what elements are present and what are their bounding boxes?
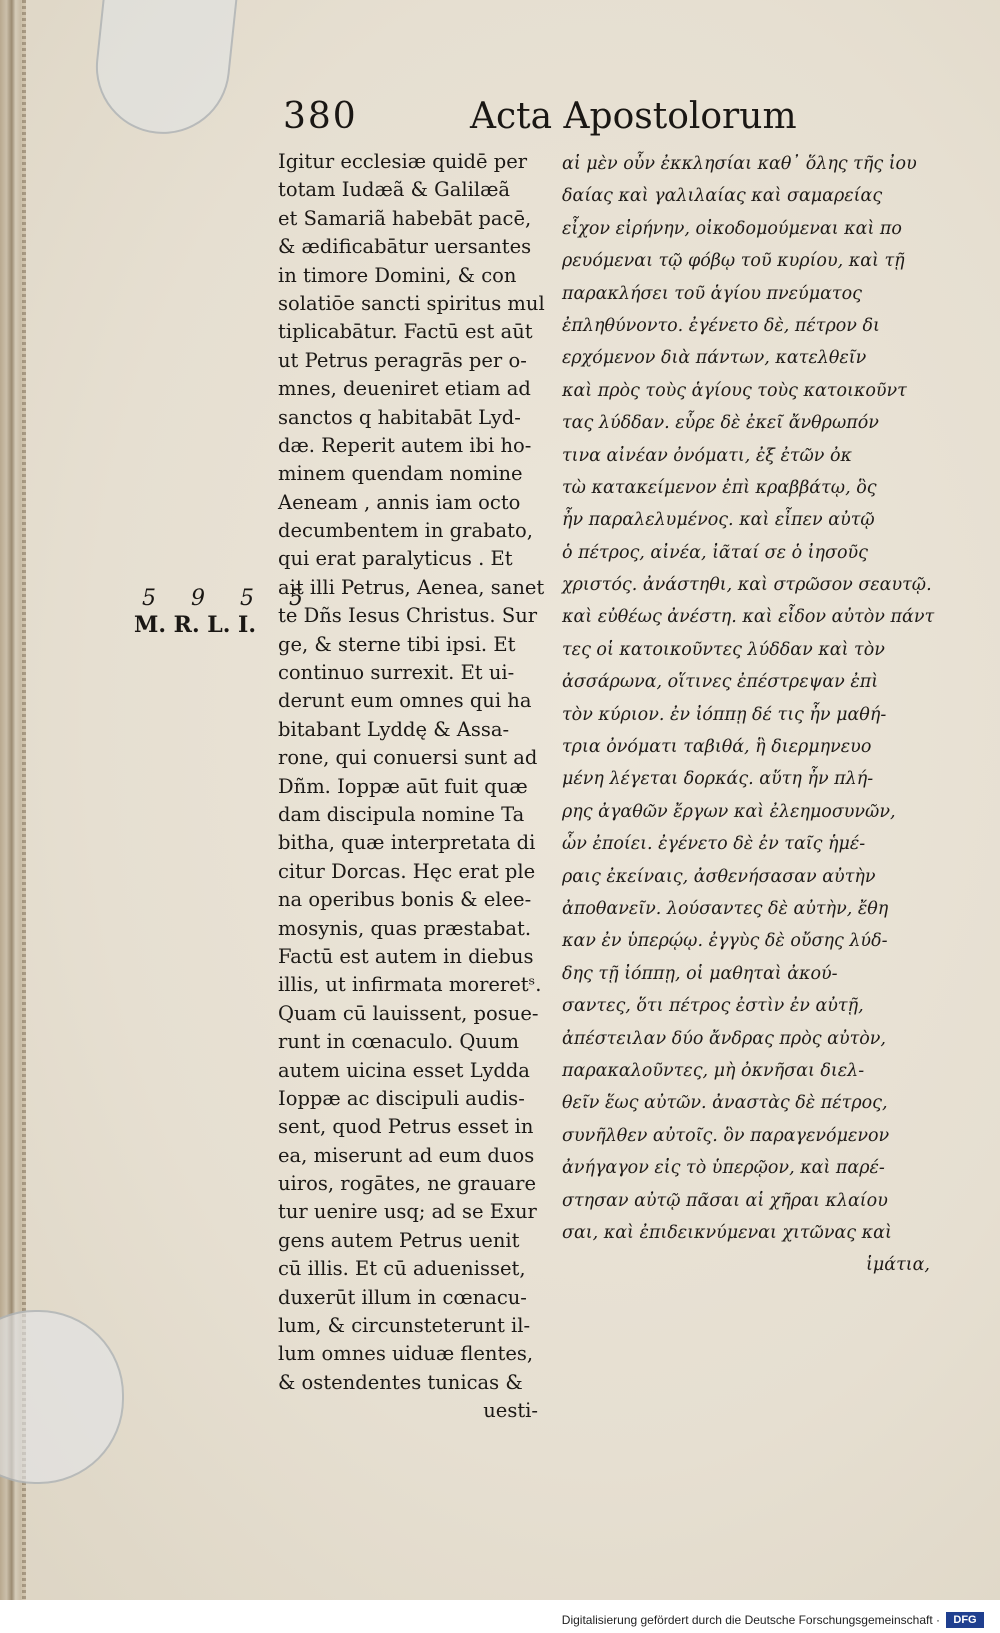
greek-text-line: αἱ μὲν οὖν ἐκκλησίαι καθ᾽ ὅλης τῆς ἰου [562, 154, 917, 174]
greek-text-line: σαι, καὶ ἐπιδεικνύμεναι χιτῶνας καὶ [562, 1222, 892, 1243]
latin-text-line: tur uenire usq; ad se Exur [278, 1200, 537, 1224]
greek-text-line: θεῖν ἕως αὐτῶν. ἀναστὰς δὲ πέτρος, [562, 1093, 888, 1114]
greek-text-line: ἐπληθύνοντο. ἐγένετο δὲ, πέτρον δι [562, 315, 880, 336]
latin-text-line: decumbentem in grabato, [278, 519, 533, 543]
margin-gospel-letters: M. R. L. I. [134, 612, 257, 638]
page-number: 380 [283, 96, 358, 137]
running-title: Acta Apostolorum [470, 96, 797, 137]
greek-text-line: ραις ἐκείναις, ἀσθενήσασαν αὐτὴν [562, 866, 876, 887]
greek-text-line: τρια ὀνόματι ταβιθά, ἣ διερμηνευο [562, 737, 872, 758]
greek-text-line: χριστός. ἀνάστηθι, καὶ στρῶσον σεαυτῷ. [562, 575, 932, 596]
latin-text-line: uesti- [483, 1399, 538, 1423]
latin-text-column [278, 148, 545, 1426]
greek-text-line: τες οἱ κατοικοῦντες λύδδαν καὶ τὸν [562, 639, 885, 660]
greek-text-line: ερχόμενον διὰ πάντων, κατελθεῖν [562, 348, 867, 369]
latin-text-line: ea, miserunt ad eum duos [278, 1143, 535, 1167]
greek-text-line: καὶ πρὸς τοὺς ἁγίους τοὺς κατοικοῦντ [562, 380, 907, 401]
greek-text-line: τινα αἰνέαν ὀνόματι, ἐξ ἐτῶν ὀκ [562, 445, 853, 466]
latin-text-line: bitabant Lyddę & Assa- [278, 717, 510, 741]
page-clip-bottom [0, 1310, 124, 1484]
greek-text-line: ὁ πέτρος, αἰνέα, ἰᾶταί σε ὁ ἰησοῦς [562, 542, 868, 563]
latin-text-line: citur Dorcas. Hęc erat ple [278, 859, 536, 883]
greek-text-line: ἀνήγαγον εἰς τὸ ὑπερῷον, καὶ παρέ- [562, 1158, 885, 1179]
greek-text-line: τὼ κατακείμενον ἐπὶ κραββάτῳ, ὃς [562, 477, 877, 498]
latin-text-line: gens autem Petrus uenit [278, 1228, 520, 1252]
latin-text-line: qui erat paralyticus . Et [278, 547, 513, 571]
latin-text-line: autem uicina esset Lydda [278, 1058, 530, 1082]
latin-text-line: & ostendentes tunicas & [278, 1370, 523, 1394]
digitization-credit: Digitalisierung gefördert durch die Deutsche Forschungsgemeinschaft · [561, 1613, 940, 1627]
latin-text-line: totam Iudæã & Galilæã [278, 178, 511, 202]
greek-text-column [562, 148, 935, 1282]
latin-text-line: et Samariã habebāt pacē, [278, 206, 532, 230]
latin-text-line: dæ. Reperit autem ibi ho- [278, 433, 532, 457]
latin-text-line: uiros, rogātes, ne grauare [278, 1172, 536, 1196]
greek-text-line: ἱμάτια, [866, 1255, 930, 1276]
latin-text-line: mosynis, quas præstabat. [278, 916, 532, 940]
latin-text-line: Aeneam , annis iam octo [278, 490, 521, 514]
latin-text-line: mnes, deueniret etiam ad [278, 377, 531, 401]
latin-text-line: dam discipula nomine Ta [278, 802, 525, 826]
latin-text-line: tiplicabātur. Factū est aūt [278, 320, 533, 344]
greek-text-line: μένη λέγεται δορκάς. αὕτη ἦν πλή- [562, 769, 874, 790]
greek-text-line: εἶχον εἰρήνην, οἰκοδομούμεναι καὶ πο [562, 218, 902, 239]
latin-text-line: lum, & circunsteterunt il- [278, 1314, 531, 1338]
greek-text-line: δης τῇ ἰόππῃ, οἱ μαθηταὶ ἀκού- [562, 963, 838, 984]
greek-text-line: δαίας καὶ γαλιλαίας καὶ σαμαρείας [562, 186, 883, 207]
greek-text-line: ἦν παραλελυμένος. καὶ εἶπεν αὐτῷ [562, 510, 875, 531]
latin-text-line: lum omnes uiduæ flentes, [278, 1342, 534, 1366]
greek-text-line: τὸν κύριον. ἐν ἰόππῃ δέ τις ἦν μαθή- [562, 704, 887, 725]
latin-text-line: bitha, quæ interpretata di [278, 831, 536, 855]
latin-text-line: Igitur ecclesiæ quidē per [278, 150, 528, 173]
greek-text-line: ἀπέστειλαν δύο ἄνδρας πρὸς αὐτὸν, [562, 1028, 886, 1049]
latin-text-line: derunt eum omnes qui ha [278, 689, 532, 713]
greek-text-line: ἀσσάρωνα, οἵτινες ἐπέστρεψαν ἐπὶ [562, 672, 879, 693]
greek-text-line: ἀποθανεῖν. λούσαντες δὲ αὐτὴν, ἔθη [562, 898, 889, 919]
greek-text-line: ρης ἀγαθῶν ἔργων καὶ ἐλεημοσυνῶν, [562, 801, 896, 822]
page-clip-top [89, 0, 240, 141]
latin-text-line: rone, qui conuersi sunt ad [278, 746, 538, 770]
latin-text-line: sanctos q habitabāt Lyd- [278, 405, 521, 429]
latin-text-line: sent, quod Petrus esset in [278, 1115, 534, 1139]
greek-text-line: τας λύδδαν. εὗρε δὲ ἐκεῖ ἄνθρωπόν [562, 413, 879, 434]
latin-text-line: ge, & sterne tibi ipsi. Et [278, 632, 516, 656]
latin-text-line: ait illi Petrus, Aenea, sanet [278, 575, 545, 599]
latin-text-line: Dñm. Ioppæ aūt fuit quæ [278, 774, 528, 798]
greek-text-line: καὶ εὐθέως ἀνέστη. καὶ εἶδον αὐτὸν πάντ [562, 607, 935, 628]
latin-text-line: duxerūt illum in cœnacu- [278, 1285, 527, 1309]
latin-text-line: Ioppæ ac discipuli audis- [278, 1086, 525, 1110]
latin-text-line: Quam cū lauissent, posue- [278, 1001, 539, 1025]
latin-text-line: continuo surrexit. Et ui- [278, 661, 515, 685]
latin-text-line: ut Petrus peragrās per o- [278, 348, 527, 372]
greek-text-line: σαντες, ὅτι πέτρος ἐστὶν ἐν αὐτῇ, [562, 996, 864, 1017]
margin-concordance-numbers: 5 9 5 5 [142, 586, 317, 611]
latin-text-line: & ædificabātur uersantes [278, 235, 532, 259]
dfg-logo: DFG [946, 1612, 984, 1628]
latin-text-line: runt in cœnaculo. Quum [278, 1030, 519, 1054]
latin-text-line: cū illis. Et cū aduenisset, [278, 1257, 526, 1281]
latin-text-line: solatiōe sancti spiritus mul [278, 291, 545, 315]
latin-text-line: te Dñs Iesus Christus. Sur [278, 604, 538, 628]
latin-text-line: Factū est autem in diebus [278, 944, 534, 968]
latin-text-line: na operibus bonis & elee- [278, 888, 532, 912]
latin-text-line: illis, ut infirmata moreretˢ. [278, 973, 542, 997]
latin-text-line: minem quendam nomine [278, 462, 523, 486]
latin-text-line: in timore Domini, & con [278, 263, 517, 287]
greek-text-line: παρακλήσει τοῦ ἁγίου πνεύματος [562, 283, 862, 304]
greek-text-line: καν ἐν ὑπερῴῳ. ἐγγὺς δὲ οὔσης λύδ- [562, 931, 888, 952]
greek-text-line: παρακαλοῦντες, μὴ ὀκνῆσαι διελ- [562, 1060, 865, 1081]
greek-text-line: ρευόμεναι τῷ φόβῳ τοῦ κυρίου, καὶ τῇ [562, 251, 905, 272]
greek-text-line: στησαν αὐτῷ πᾶσαι αἱ χῆραι κλαίου [562, 1190, 888, 1211]
greek-text-line: ὧν ἐποίει. ἐγένετο δὲ ἐν ταῖς ἡμέ- [562, 834, 866, 855]
greek-text-line: συνῆλθεν αὐτοῖς. ὃν παραγενόμενον [562, 1125, 890, 1146]
